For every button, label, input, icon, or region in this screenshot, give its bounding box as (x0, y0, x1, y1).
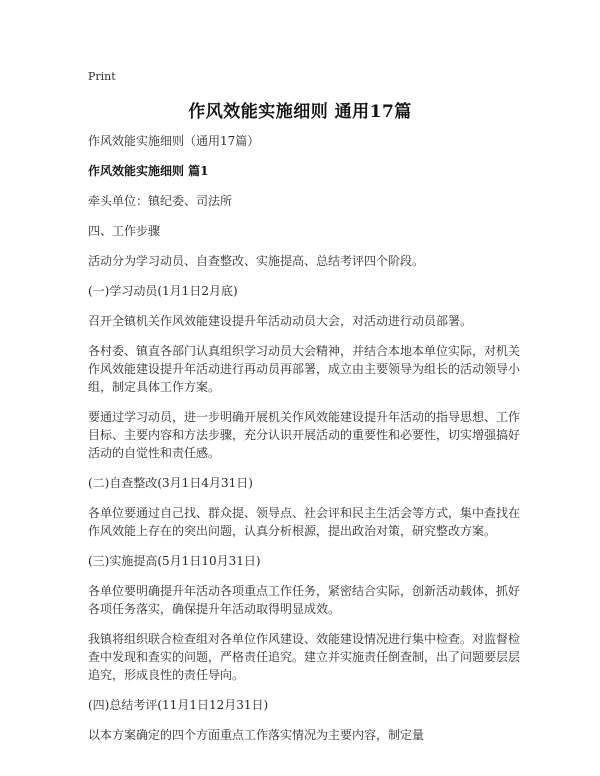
paragraph-lead-unit: 牵头单位：镇纪委、司法所 (88, 194, 233, 208)
paragraph-stage-one-meeting: 召开全镇机关作风效能建设提升年活动动员大会，对活动进行动员部署。 (88, 314, 473, 328)
paragraph-stage-three-body: 各单位要明确提升年活动各项重点工作任务，紧密结合实际，创新活动载体，抓好各项任务落实，确保提升年活动取得明显成效。 (88, 584, 521, 616)
paragraph-stage-one-heading: (一)学习动员(1月1日2月底) (88, 284, 238, 298)
paragraph-stage-two-body: 各单位要通过自己找、群众提、领导点、社会评和民主生活会等方式，集中查找在作风效能上存在的突出问题，认真分析根源，提出政治对策，研究整改方案。 (88, 506, 521, 538)
paragraph-stage-three-inspection: 我镇将组织联合检查组对各单位作风建设、效能建设情况进行集中检查。对监督检查中发现和查实的问题，严格责任追究。建立并实施责任倒查制，出了问题要层层追究，形成良性的责任导向。 (88, 632, 521, 682)
paragraph-stage-one-goals: 要通过学习动员，进一步明确开展机关作风效能建设提升年活动的指导思想、工作目标、主要内容和方法步骤，充分认识开展活动的重要性和必要性，切实增强搞好活动的自觉性和责任感。 (88, 410, 521, 460)
paragraph-stage-four-body: 以本方案确定的四个方面重点工作落实情况为主要内容，制定量 (88, 728, 425, 742)
print-label[interactable]: Print (88, 70, 116, 83)
document-subtitle: 作风效能实施细则（通用17篇） (88, 134, 260, 148)
paragraph-stages-intro: 活动分为学习动员、自查整改、实施提高、总结考评四个阶段。 (88, 254, 425, 268)
paragraph-stage-four-heading: (四)总结考评(11月1日12月31日) (88, 698, 269, 712)
paragraph-stage-three-heading: (三)实施提高(5月1日10月31日) (88, 554, 261, 568)
paragraph-stage-two-heading: (二)自查整改(3月1日4月31日) (88, 476, 253, 490)
paragraph-work-steps-heading: 四、工作步骤 (88, 224, 161, 238)
section-heading: 作风效能实施细则 篇1 (88, 164, 209, 178)
document-body (88, 132, 520, 756)
document-title: 作风效能实施细则 通用17篇 (188, 102, 412, 122)
paragraph-stage-one-organize: 各村委、镇直各部门认真组织学习动员大会精神，并结合本地本单位实际，对机关作风效能建设提升年活动进行再动员再部署，成立由主要领导为组长的活动领导小组，制定具体工作方案。 (88, 344, 521, 394)
